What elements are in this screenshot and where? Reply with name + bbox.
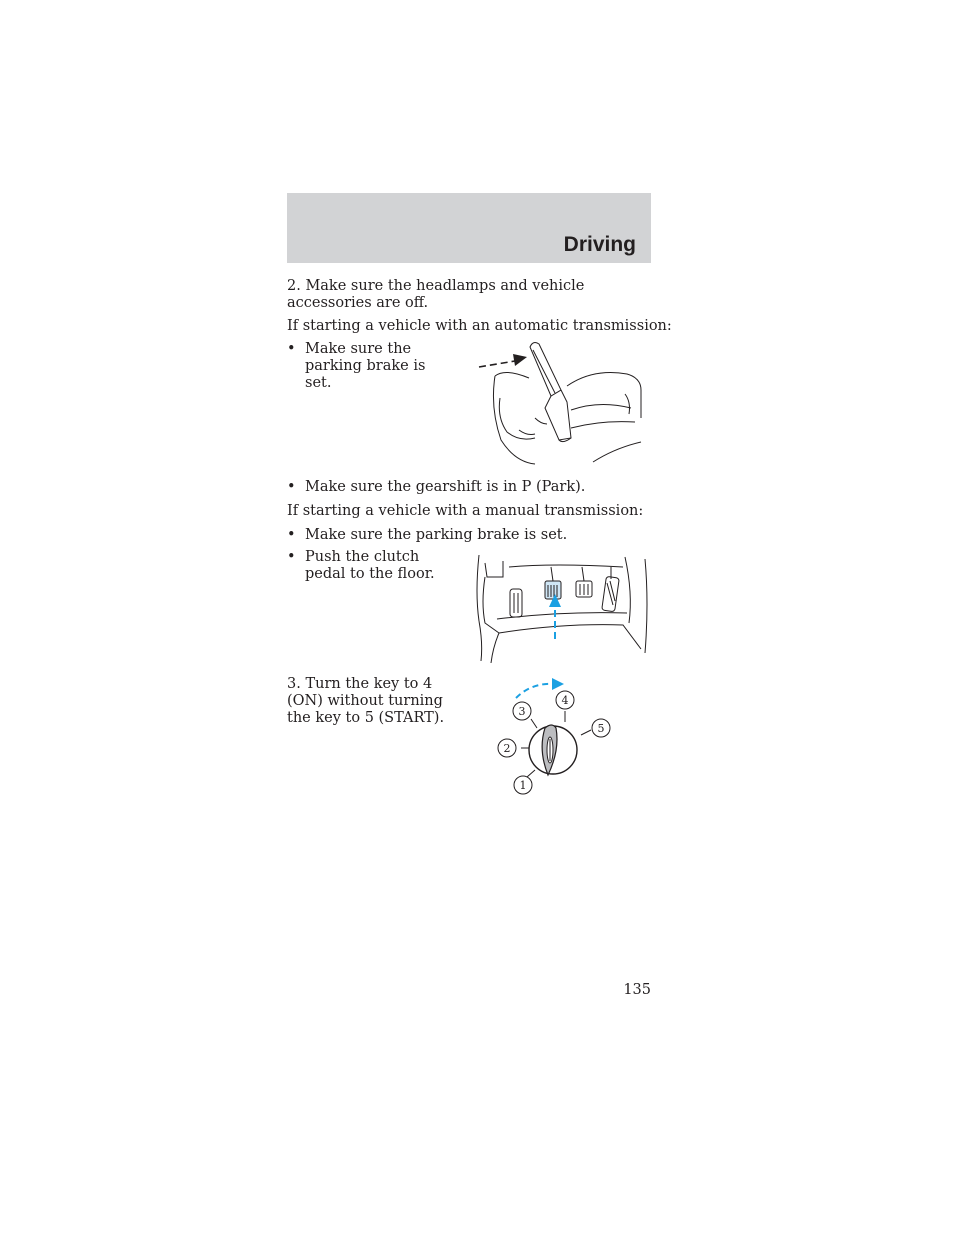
- section-header-band: [287, 193, 651, 263]
- bullet-dot: •: [287, 549, 296, 565]
- position-2-label: 2: [503, 742, 511, 755]
- bullet-text: Make sure the parking brake is set.: [305, 341, 426, 391]
- automatic-transmission-intro: If starting a vehicle with an automatic transmission:: [287, 318, 672, 334]
- step-2-text: 2. Make sure the headlamps and vehicle accessories are off.: [287, 278, 585, 311]
- step-3-text: 3. Turn the key to 4 (ON) without turning the key to 5 (START).: [287, 676, 445, 726]
- bullet-dot: •: [287, 527, 296, 543]
- bullet-gearshift-park: [287, 479, 665, 496]
- bullet-push-clutch: [287, 549, 435, 583]
- position-1-label: 1: [519, 779, 527, 792]
- bullet-text: Make sure the gearshift is in P (Park).: [305, 479, 586, 495]
- parking-brake-illustration: [475, 338, 647, 466]
- bullet-parking-brake-auto: [287, 341, 450, 392]
- position-5-label: 5: [597, 722, 605, 735]
- ignition-switch-illustration: [490, 676, 620, 801]
- bullet-text: Push the clutch pedal to the floor.: [305, 549, 435, 582]
- bullet-parking-brake-manual: [287, 527, 665, 544]
- section-title: Driving: [563, 233, 636, 256]
- bullet-text: Make sure the parking brake is set.: [305, 527, 568, 543]
- bullet-dot: •: [287, 341, 296, 357]
- manual-transmission-intro: If starting a vehicle with a manual transmission:: [287, 503, 644, 519]
- position-3-label: 3: [518, 705, 526, 718]
- bullet-dot: •: [287, 479, 296, 495]
- clutch-pedal-illustration: [473, 553, 653, 663]
- page-number: 135: [623, 982, 651, 998]
- position-4-label: 4: [561, 694, 569, 707]
